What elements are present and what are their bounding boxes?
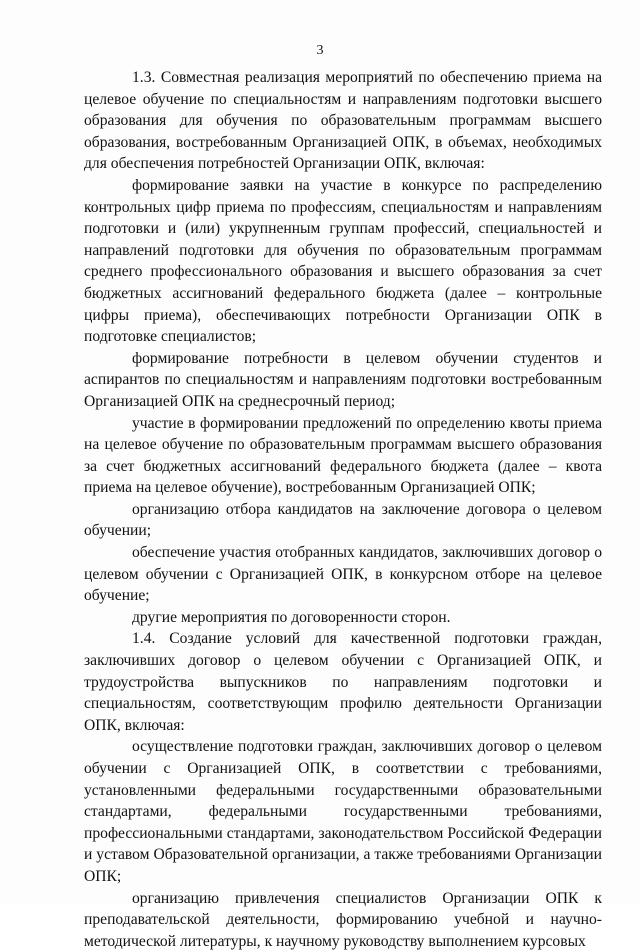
paragraph-candidate-selection: организацию отбора кандидатов на заключение договора о целевом обучении; <box>84 500 602 540</box>
paragraph-1-3-intro: 1.3. Совместная реализация мероприятий по обеспечению приема на целевое обучение по специальностям и направлениям подготовки высшего образования для обучения по образовательным программам высшего образования, востребованным Организацией ОПК, в объемах, необходимых для обеспечения потребностей Организации ОПК, включая: <box>84 69 602 173</box>
paragraph-1-4-intro: 1.4. Создание условий для качественной подготовки граждан, заключивших договор о целевом обучении с Организацией ОПК, и трудоустройства выпускников по направлениям подготовки и специальностям, соответствующим профилю деятельности Организации ОПК, включая: <box>84 630 602 734</box>
paragraph-specialist-involvement: организацию привлечения специалистов Организации ОПК к преподавательской деятельности, формированию учебной и научно-методической литературы, к научному руководству выполнением курсовых <box>84 889 602 950</box>
paragraph-quota-proposals: участие в формировании предложений по определению квоты приема на целевое обучение по образовательным программам высшего образования за счет бюджетных ассигнований федерального бюджета (далее – квота приема на целевое обучение), востребованным Организацией ОПК; <box>84 414 602 497</box>
paragraph-application-formation: формирование заявки на участие в конкурсе по распределению контрольных цифр приема по профессиям, специальностям и направлениям подготовки и (или) укрупненным группам профессий, специальностей и направлений подготовки для обучения по образовательным программам среднего профессионального образования и высшего образования за счет бюджетных ассигнований федерального бюджета (далее – контрольные цифры приема), обеспечивающих потребности Организации ОПК в подготовке специалистов; <box>84 176 602 346</box>
document-body <box>84 67 602 952</box>
paragraph-need-formation: формирование потребности в целевом обучении студентов и аспирантов по специальностям и направлениям подготовки востребованным Организацией ОПК на среднесрочный период; <box>84 349 602 410</box>
paragraph-training-implementation: осуществление подготовки граждан, заключивших договор о целевом обучении с Организацией ОПК, в соответствии с требованиями, установленными федеральными государственными образовательными стандартами, федеральными государственными требованиями, профессиональными стандартами, законодательством Российской Федерации и уставом Образовательной организации, а также требованиями Организации ОПК; <box>84 738 602 885</box>
paragraph-other-activities: другие мероприятия по договоренности сторон. <box>132 608 451 626</box>
paragraph-competition-participation: обеспечение участия отобранных кандидатов, заключивших договор о целевом обучении с Организацией ОПК, в конкурсном отборе на целевое обучение; <box>84 544 602 605</box>
page-number: 3 <box>316 43 324 58</box>
